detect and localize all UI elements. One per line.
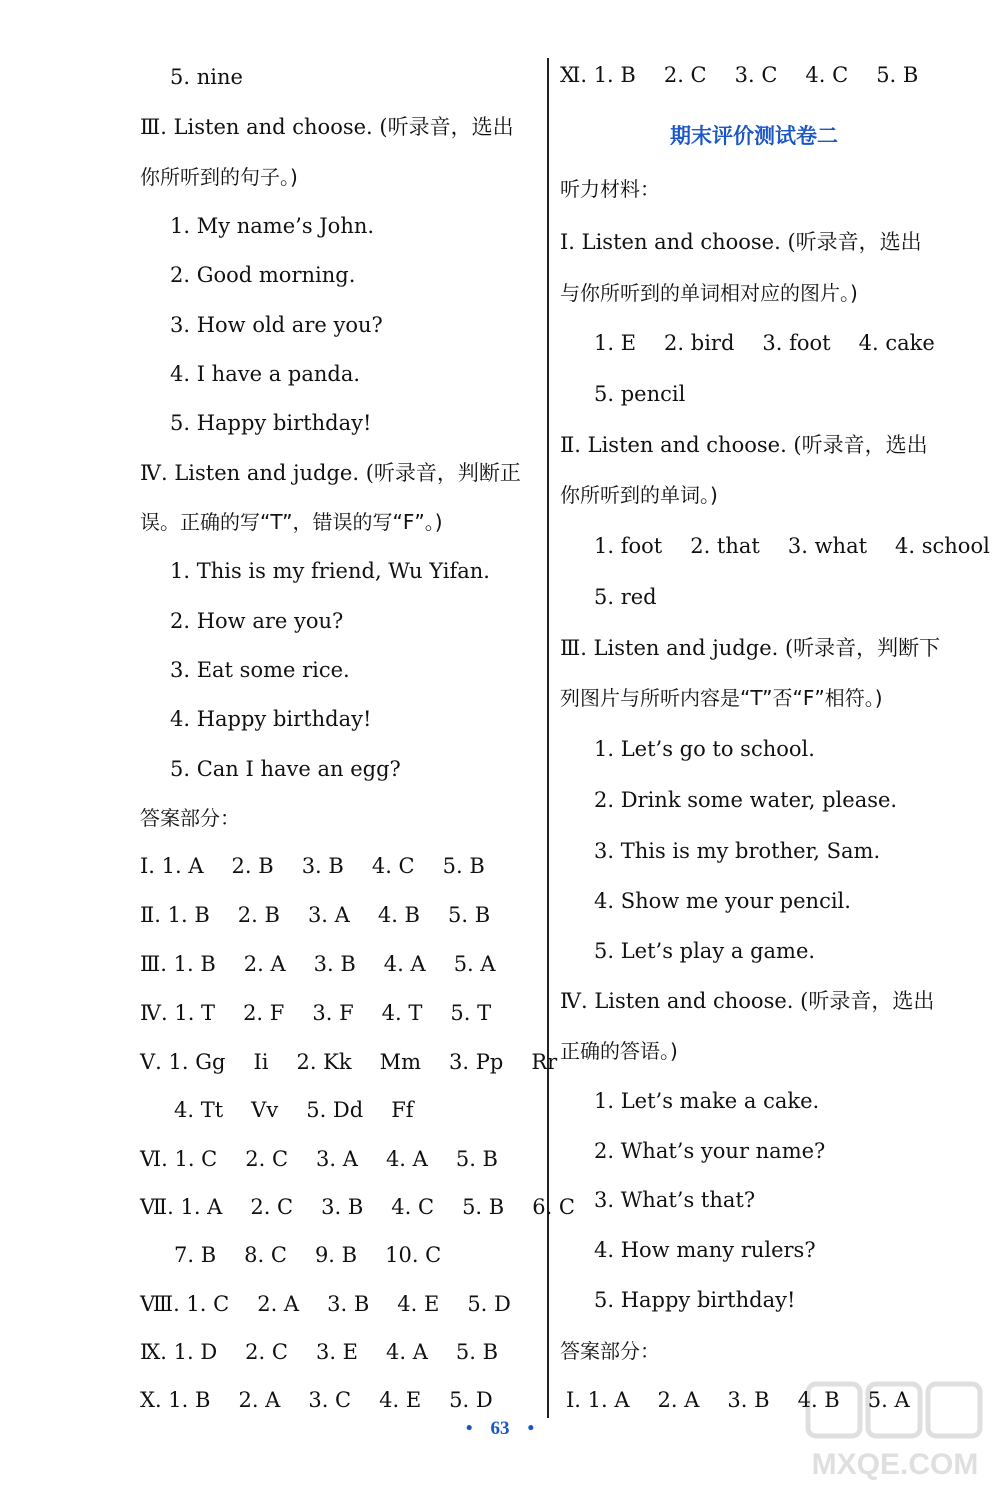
answer-item: 3. E — [315, 1340, 358, 1364]
section-heading-cont: 你所听到的句子。) — [140, 165, 298, 189]
footer-dot: • — [527, 1418, 535, 1439]
list-item: 3. How old are you? — [170, 313, 383, 337]
answer-item: 4. B — [797, 1388, 840, 1412]
list-item: 1. This is my friend, Wu Yifan. — [170, 559, 490, 583]
list-item: 5. Can I have an egg? — [170, 757, 401, 781]
section-heading-cont: 你所听到的单词。) — [560, 483, 718, 507]
answer-item: 4. C — [391, 1195, 435, 1219]
word-row — [594, 330, 963, 356]
section-heading: Ⅲ. Listen and choose. (听录音，选出 — [140, 115, 514, 139]
answer-lead: Ⅵ. 1. C — [140, 1147, 218, 1171]
answer-item: 2. A — [238, 1388, 281, 1412]
answer-item: Mm — [379, 1050, 422, 1074]
answer-item: Vv — [251, 1098, 279, 1122]
answer-item: 4. B — [377, 903, 420, 927]
answer-item: 4. A — [383, 952, 426, 976]
list-item: 4. Show me your pencil. — [594, 889, 851, 913]
answer-item: 2. Kk — [296, 1050, 352, 1074]
answer-row — [140, 1194, 603, 1220]
answer-item: 8. C — [244, 1243, 287, 1267]
answer-item: 3. C — [308, 1388, 352, 1412]
list-item: 5. red — [594, 585, 657, 609]
section-heading-cont: 列图片与所听内容是“T”否“F”相符。) — [560, 686, 883, 710]
answer-item: 4. A — [386, 1340, 428, 1364]
list-item: 3. foot — [762, 331, 831, 355]
answer-item: 5. B — [876, 63, 919, 87]
list-item: 1. foot — [594, 534, 663, 558]
list-item: 3. What’s that? — [594, 1188, 756, 1212]
answer-item: 3. B — [321, 1195, 364, 1219]
list-item: 2. What’s your name? — [594, 1139, 826, 1163]
list-item: 2. that — [690, 534, 760, 558]
answer-item: 5. B — [455, 1147, 498, 1171]
answer-item: 2. A — [657, 1388, 700, 1412]
list-item: 1. E — [594, 331, 637, 355]
answer-item: 4. C — [371, 854, 415, 878]
answer-item: 2. A — [257, 1292, 300, 1316]
answer-row — [140, 1339, 526, 1365]
list-item: 3. This is my brother, Sam. — [594, 839, 881, 863]
list-item: 2. Good morning. — [170, 263, 356, 287]
list-item: 4. How many rulers? — [594, 1238, 816, 1262]
answer-item: 2. C — [245, 1340, 288, 1364]
answer-lead: Ⅱ. 1. B — [140, 903, 210, 927]
answer-item: Ii — [253, 1050, 269, 1074]
answer-item: 3. B — [301, 854, 344, 878]
section-heading-cont: 正确的答语。) — [560, 1039, 678, 1063]
word-row — [594, 533, 1000, 559]
answer-row — [140, 1000, 519, 1026]
answer-row — [140, 902, 518, 928]
footer-dot: • — [465, 1418, 473, 1439]
answer-row — [140, 1049, 585, 1075]
answer-item: 4. C — [805, 63, 849, 87]
answer-item: 2. F — [243, 1001, 285, 1025]
answer-item: 6. C — [532, 1195, 575, 1219]
list-item: 5. Happy birthday! — [594, 1288, 796, 1312]
answer-item: 3. B — [727, 1388, 770, 1412]
answer-lead: Ⅺ. 1. B — [560, 63, 636, 87]
answer-item: 4. T — [381, 1001, 423, 1025]
list-item: 2. How are you? — [170, 609, 344, 633]
answer-row — [174, 1097, 442, 1123]
answer-item: 3. A — [307, 903, 350, 927]
list-item: 1. Let’s go to school. — [594, 737, 815, 761]
answer-item: 5. B — [462, 1195, 505, 1219]
answer-lead: Ⅹ. 1. B — [140, 1388, 211, 1412]
answer-item: 2. B — [237, 903, 280, 927]
section-heading-cont: 与你所听到的单词相对应的图片。) — [560, 281, 858, 305]
page-number: 63 — [490, 1418, 510, 1439]
watermark-logo — [797, 1378, 990, 1488]
answer-lead: Ⅶ. 1. A — [140, 1195, 223, 1219]
answer-row — [140, 951, 524, 977]
answer-row — [140, 1387, 521, 1413]
answer-lead: 4. Tt — [174, 1098, 224, 1122]
answer-lead: Ⅷ. 1. C — [140, 1292, 230, 1316]
answer-item: 4. E — [379, 1388, 422, 1412]
list-item: 4. cake — [858, 331, 935, 355]
list-item: 1. My name’s John. — [170, 214, 375, 238]
answer-item: 9. B — [314, 1243, 358, 1267]
test-title: 期末评价测试卷二 — [670, 124, 838, 148]
answer-row — [140, 853, 513, 879]
material-label: 听力材料： — [560, 177, 660, 201]
answer-item: 2. C — [245, 1147, 289, 1171]
answer-item: 3. F — [312, 1001, 354, 1025]
answer-item: 3. B — [327, 1292, 370, 1316]
answer-item: 3. B — [313, 952, 356, 976]
section-heading-cont: 误。正确的写“T”，错误的写“F”。) — [140, 510, 443, 534]
answer-item: Ff — [391, 1098, 414, 1122]
section-heading: Ⅲ. Listen and judge. (听录音，判断下 — [560, 636, 941, 660]
answer-item: 4. E — [397, 1292, 440, 1316]
answer-lead: Ⅴ. 1. Gg — [140, 1050, 226, 1074]
answer-item: 2. A — [243, 952, 286, 976]
answer-item: 5. A — [453, 952, 496, 976]
list-item: 2. Drink some water, please. — [594, 788, 898, 812]
list-item: 5. Let’s play a game. — [594, 939, 816, 963]
answer-row — [140, 1146, 526, 1172]
answer-lead: Ⅲ. 1. B — [140, 952, 216, 976]
list-item: 3. what — [787, 534, 868, 558]
answer-row — [560, 62, 946, 88]
watermark-text: MXQE.COM — [811, 1448, 979, 1481]
answer-lead: Ⅰ. 1. A — [566, 1388, 630, 1412]
list-item: 4. school — [895, 534, 990, 558]
list-item: 5. nine — [170, 65, 243, 89]
answer-row — [174, 1242, 469, 1268]
section-heading: Ⅰ. Listen and choose. (听录音，选出 — [560, 230, 922, 254]
answer-item: 5. B — [455, 1340, 499, 1364]
answer-lead: Ⅰ. 1. A — [140, 854, 204, 878]
list-item: 4. Happy birthday! — [170, 707, 372, 731]
answer-item: 5. B — [447, 903, 491, 927]
answer-item: 5. B — [442, 854, 485, 878]
answer-item: 4. A — [385, 1147, 428, 1171]
answer-item: 2. B — [231, 854, 274, 878]
answer-item: 10. C — [385, 1243, 442, 1267]
list-item: 5. pencil — [594, 382, 686, 406]
answer-item: 2. C — [250, 1195, 294, 1219]
answer-item: 3. A — [316, 1147, 358, 1171]
section-heading: Ⅳ. Listen and judge. (听录音，判断正 — [140, 461, 521, 485]
answer-item: 5. T — [450, 1001, 492, 1025]
list-item: 1. Let’s make a cake. — [594, 1089, 820, 1113]
answer-item: 3. C — [734, 63, 778, 87]
answer-item: 2. C — [663, 63, 707, 87]
answer-lead: Ⅸ. 1. D — [140, 1340, 218, 1364]
answer-item: 5. D — [467, 1292, 511, 1316]
list-item: 2. bird — [664, 331, 735, 355]
list-item: 4. I have a panda. — [170, 362, 361, 386]
answer-item: 3. Pp — [449, 1050, 504, 1074]
list-item: 5. Happy birthday! — [170, 411, 372, 435]
answer-item: 5. D — [449, 1388, 493, 1412]
answer-item: 5. Dd — [306, 1098, 364, 1122]
answers-label: 答案部分： — [140, 806, 240, 830]
answer-lead: 7. B — [174, 1243, 217, 1267]
answer-row — [140, 1291, 539, 1317]
list-item: 3. Eat some rice. — [170, 658, 350, 682]
answer-lead: Ⅳ. 1. T — [140, 1001, 216, 1025]
answer-item: 5. A — [867, 1388, 910, 1412]
section-heading: Ⅳ. Listen and choose. (听录音，选出 — [560, 989, 935, 1013]
answers-label: 答案部分： — [560, 1339, 660, 1363]
answer-item: Rr — [531, 1050, 558, 1074]
section-heading: Ⅱ. Listen and choose. (听录音，选出 — [560, 433, 928, 457]
